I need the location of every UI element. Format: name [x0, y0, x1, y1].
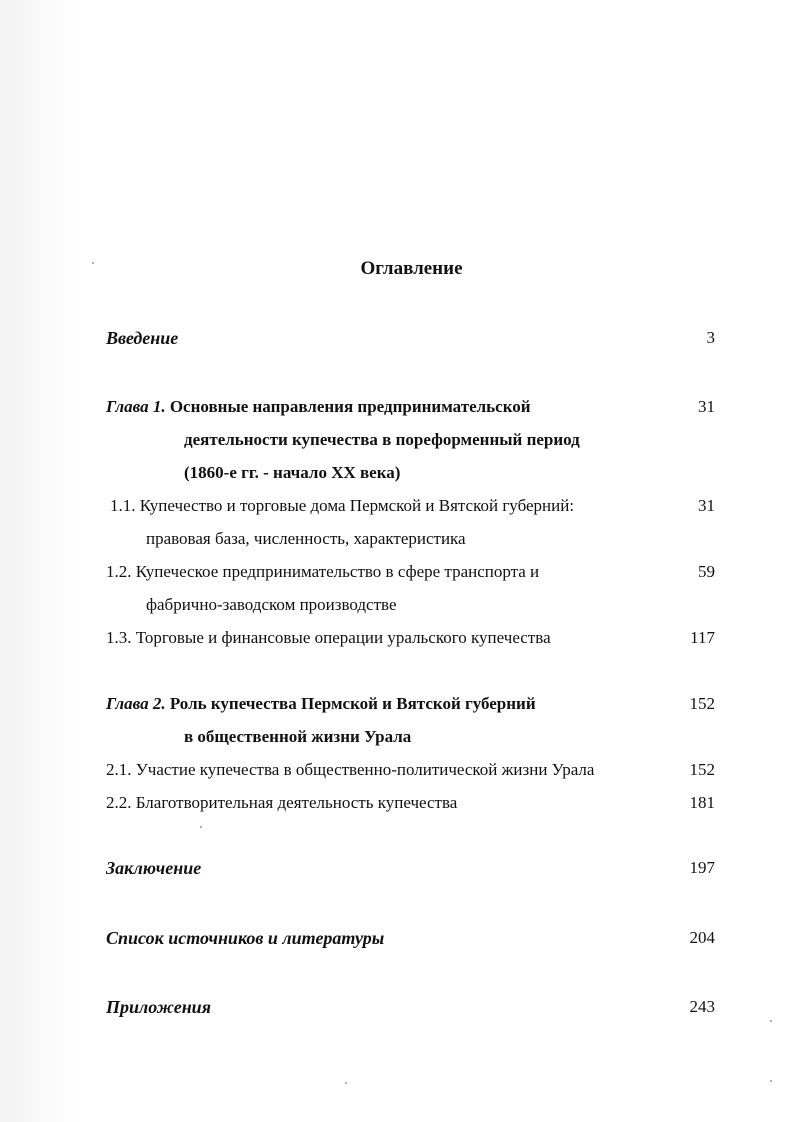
- toc-entry-intro-label: Введение: [106, 328, 179, 348]
- toc-chapter2-prefix: Глава 2.: [106, 694, 166, 713]
- toc-chapter2-line2: [106, 727, 793, 747]
- toc-chapter1-prefix: Глава 1.: [106, 397, 166, 416]
- toc-chapter2-page: 152: [689, 694, 715, 713]
- toc-entry-conclusion-label: Заключение: [106, 858, 202, 878]
- toc-chapter1-line2: [106, 430, 793, 450]
- toc-chapter1-line1[interactable]: [106, 397, 715, 417]
- toc-entry-sources[interactable]: [106, 928, 715, 949]
- toc-entry-appendix-page: 243: [689, 997, 715, 1016]
- toc-entry-sources-page: 204: [689, 928, 715, 947]
- toc-section-1-1-page: 31: [698, 496, 715, 515]
- toc-section-1-2-line1: 1.2. Купеческое предпринимательство в сфере транспорта и: [106, 562, 540, 581]
- toc-section-1-3[interactable]: [106, 628, 715, 648]
- toc-chapter1-title-line3: (1860-е гг. - начало XX века): [184, 463, 401, 482]
- toc-chapter1-title-line2: деятельности купечества в пореформенный период: [184, 430, 580, 449]
- toc-section-2-2-page: 181: [689, 793, 715, 812]
- toc-section-1-1[interactable]: [106, 496, 715, 516]
- toc-entry-appendix-label: Приложения: [106, 997, 211, 1017]
- toc-chapter2-line1[interactable]: [106, 694, 715, 714]
- toc-chapter1-page: 31: [698, 397, 715, 416]
- toc-section-2-1-page: 152: [689, 760, 715, 779]
- toc-entry-conclusion[interactable]: [106, 858, 715, 879]
- toc-section-2-1-line1: 2.1. Участие купечества в общественно-политической жизни Урала: [106, 760, 595, 779]
- toc-section-2-2[interactable]: [106, 793, 715, 813]
- toc-section-1-2-line2: фабрично-заводском производстве: [146, 595, 397, 614]
- toc-section-2-2-line1: 2.2. Благотворительная деятельность купечества: [106, 793, 458, 812]
- toc-chapter1-line3: [106, 463, 793, 483]
- toc-entry-sources-label: Список источников и литературы: [106, 928, 385, 948]
- toc-section-1-2[interactable]: [106, 562, 715, 582]
- page-scan-shade: [0, 0, 78, 1122]
- toc-section-1-2-page: 59: [698, 562, 715, 581]
- toc-chapter1-title-line1: Основные направления предпринимательской: [169, 397, 531, 416]
- toc-entry-intro[interactable]: [106, 328, 715, 349]
- toc-section-2-1[interactable]: [106, 760, 715, 780]
- toc-chapter2-title-line1: Роль купечества Пермской и Вятской губерний: [169, 694, 536, 713]
- toc-section-1-1-cont: [106, 529, 755, 549]
- toc-section-1-1-line1: 1.1. Купечество и торговые дома Пермской и Вятской губерний:: [110, 496, 575, 515]
- toc-title: Оглавление: [360, 258, 463, 279]
- toc-entry-intro-page: 3: [706, 328, 715, 347]
- toc-entry-appendix[interactable]: [106, 997, 715, 1018]
- toc-section-1-3-page: 117: [690, 628, 715, 647]
- toc-chapter2-title-line2: в общественной жизни Урала: [184, 727, 412, 746]
- toc-section-1-1-line2: правовая база, численность, характеристика: [146, 529, 466, 548]
- toc-section-1-2-cont: [106, 595, 755, 615]
- toc-entry-conclusion-page: 197: [689, 858, 715, 877]
- toc-section-1-3-line1: 1.3. Торговые и финансовые операции уральского купечества: [106, 628, 551, 647]
